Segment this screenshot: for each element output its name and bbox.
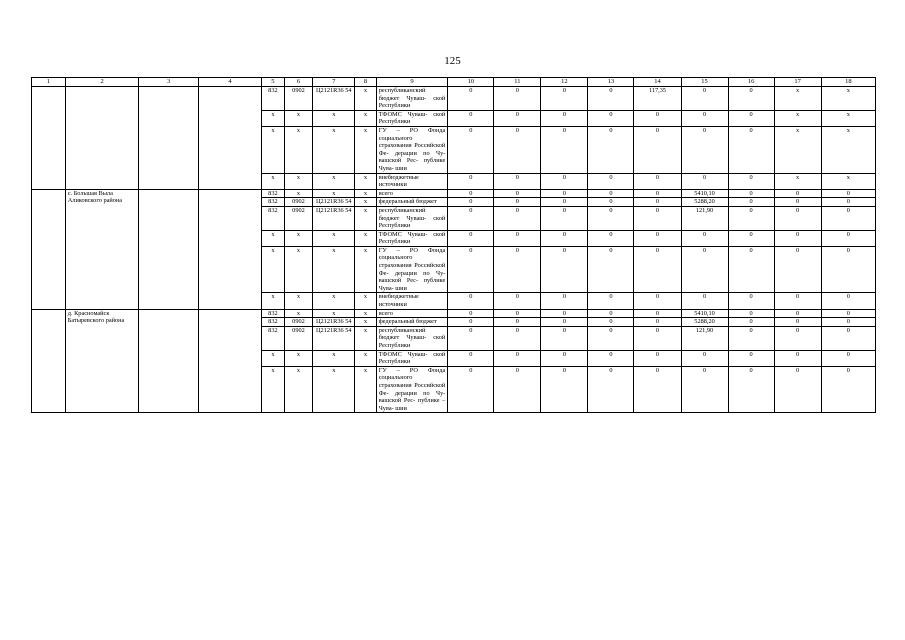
- cell-col-7: Ц2121R36 54: [313, 206, 355, 230]
- cell-col-16: 0: [728, 206, 774, 230]
- cell-col-12: 0: [541, 350, 588, 366]
- cell-col-17: 0: [774, 230, 821, 246]
- cell-col-13: 0: [588, 126, 634, 173]
- cell-col-17: 0: [774, 326, 821, 350]
- cell-col-6: x: [284, 126, 313, 173]
- cell-col-13: 0: [588, 246, 634, 293]
- cell-col-10: 0: [448, 230, 494, 246]
- cell-col-16: 0: [728, 110, 774, 126]
- cell-col-15: 0: [681, 126, 728, 173]
- cell-col-3: [139, 189, 198, 309]
- cell-col-13: 0: [588, 110, 634, 126]
- cell-col-8: x: [355, 173, 376, 189]
- funding-source: всего: [376, 189, 448, 198]
- cell-col-17: 0: [774, 318, 821, 327]
- cell-col-14: 0: [634, 189, 681, 198]
- cell-col-6: x: [284, 293, 313, 309]
- cell-col-17: 0: [774, 309, 821, 318]
- cell-col-11: 0: [494, 318, 541, 327]
- cell-col-6: x: [284, 350, 313, 366]
- column-header-2: 2: [65, 78, 139, 87]
- budget-table: [31, 77, 876, 413]
- cell-col-12: 0: [541, 189, 588, 198]
- cell-col-8: x: [355, 309, 376, 318]
- cell-col-14: 117,35: [634, 87, 681, 111]
- cell-col-15: 0: [681, 350, 728, 366]
- column-number-row: [32, 78, 876, 87]
- cell-col-1: [32, 87, 66, 190]
- settlement-name: с. Большая Выла Аликовского района: [65, 189, 139, 309]
- cell-col-5: x: [262, 350, 285, 366]
- cell-col-4: [198, 87, 261, 190]
- cell-col-13: 0: [588, 309, 634, 318]
- cell-col-8: x: [355, 246, 376, 293]
- cell-col-15: 5288,20: [681, 318, 728, 327]
- cell-col-12: 0: [541, 110, 588, 126]
- cell-col-16: 0: [728, 326, 774, 350]
- cell-col-11: 0: [494, 189, 541, 198]
- funding-source: внебюджетные источники: [376, 293, 448, 309]
- funding-source: федеральный бюджет: [376, 318, 448, 327]
- column-header-9: 9: [376, 78, 448, 87]
- cell-col-6: 0902: [284, 318, 313, 327]
- cell-col-11: 0: [494, 366, 541, 413]
- funding-source: всего: [376, 309, 448, 318]
- column-header-14: 14: [634, 78, 681, 87]
- cell-col-6: x: [284, 309, 313, 318]
- cell-col-18: 0: [821, 198, 875, 207]
- cell-col-3: [139, 87, 198, 190]
- funding-source: федеральный бюджет: [376, 198, 448, 207]
- cell-col-16: 0: [728, 189, 774, 198]
- cell-col-7: x: [313, 126, 355, 173]
- cell-col-11: 0: [494, 350, 541, 366]
- funding-source: республиканский бюджет Чуваш- ской Республики: [376, 326, 448, 350]
- cell-col-18: 0: [821, 246, 875, 293]
- column-header-15: 15: [681, 78, 728, 87]
- cell-col-5: 832: [262, 309, 285, 318]
- table-row: [32, 189, 876, 198]
- funding-source: республиканский бюджет Чуваш- ской Республики: [376, 206, 448, 230]
- cell-col-4: [198, 309, 261, 413]
- cell-col-11: 0: [494, 110, 541, 126]
- funding-source: внебюджетные источники: [376, 173, 448, 189]
- cell-col-13: 0: [588, 318, 634, 327]
- cell-col-5: x: [262, 126, 285, 173]
- cell-col-6: x: [284, 110, 313, 126]
- funding-source: ТФОМС Чуваш- ской Республики: [376, 110, 448, 126]
- cell-col-11: 0: [494, 198, 541, 207]
- cell-col-11: 0: [494, 206, 541, 230]
- cell-col-6: x: [284, 189, 313, 198]
- cell-col-18: 0: [821, 189, 875, 198]
- column-header-11: 11: [494, 78, 541, 87]
- cell-col-13: 0: [588, 173, 634, 189]
- cell-col-17: 0: [774, 198, 821, 207]
- cell-col-15: 121,90: [681, 326, 728, 350]
- cell-col-18: 0: [821, 318, 875, 327]
- cell-col-8: x: [355, 189, 376, 198]
- cell-col-10: 0: [448, 309, 494, 318]
- cell-col-5: x: [262, 366, 285, 413]
- cell-col-12: 0: [541, 206, 588, 230]
- cell-col-12: 0: [541, 326, 588, 350]
- funding-source: ГУ – РО Фонда социального страхования Российской Фе- дерации по Чу- вашской Рес- публике Чува- шии: [376, 246, 448, 293]
- cell-col-17: 0: [774, 293, 821, 309]
- cell-col-8: x: [355, 366, 376, 413]
- cell-col-8: x: [355, 293, 376, 309]
- cell-col-8: x: [355, 126, 376, 173]
- cell-col-8: x: [355, 230, 376, 246]
- cell-col-18: 0: [821, 366, 875, 413]
- cell-col-6: x: [284, 246, 313, 293]
- cell-col-14: 0: [634, 110, 681, 126]
- cell-col-14: 0: [634, 293, 681, 309]
- cell-col-6: 0902: [284, 87, 313, 111]
- cell-col-11: 0: [494, 309, 541, 318]
- cell-col-7: x: [313, 350, 355, 366]
- cell-col-7: x: [313, 110, 355, 126]
- cell-col-10: 0: [448, 198, 494, 207]
- column-header-16: 16: [728, 78, 774, 87]
- cell-col-7: Ц2121R36 54: [313, 326, 355, 350]
- cell-col-8: x: [355, 326, 376, 350]
- cell-col-16: 0: [728, 309, 774, 318]
- cell-col-15: 0: [681, 293, 728, 309]
- cell-col-7: x: [313, 173, 355, 189]
- cell-col-16: 0: [728, 293, 774, 309]
- cell-col-15: 5410,10: [681, 189, 728, 198]
- cell-col-12: 0: [541, 173, 588, 189]
- cell-col-7: x: [313, 189, 355, 198]
- cell-col-17: x: [774, 173, 821, 189]
- cell-col-17: 0: [774, 350, 821, 366]
- cell-col-13: 0: [588, 198, 634, 207]
- cell-col-5: 832: [262, 87, 285, 111]
- cell-col-10: 0: [448, 326, 494, 350]
- cell-col-16: 0: [728, 87, 774, 111]
- column-header-13: 13: [588, 78, 634, 87]
- cell-col-10: 0: [448, 87, 494, 111]
- cell-col-14: 0: [634, 173, 681, 189]
- cell-col-18: x: [821, 110, 875, 126]
- cell-col-18: x: [821, 126, 875, 173]
- cell-col-8: x: [355, 110, 376, 126]
- cell-col-14: 0: [634, 126, 681, 173]
- cell-col-6: 0902: [284, 326, 313, 350]
- cell-col-15: 0: [681, 230, 728, 246]
- cell-col-10: 0: [448, 126, 494, 173]
- cell-col-13: 0: [588, 293, 634, 309]
- cell-col-10: 0: [448, 350, 494, 366]
- cell-col-6: 0902: [284, 198, 313, 207]
- cell-col-13: 0: [588, 230, 634, 246]
- column-header-3: 3: [139, 78, 198, 87]
- cell-col-7: x: [313, 309, 355, 318]
- cell-col-13: 0: [588, 206, 634, 230]
- cell-col-5: 832: [262, 206, 285, 230]
- cell-col-18: 0: [821, 293, 875, 309]
- cell-col-6: x: [284, 173, 313, 189]
- cell-col-5: x: [262, 246, 285, 293]
- cell-col-10: 0: [448, 318, 494, 327]
- cell-col-17: 0: [774, 246, 821, 293]
- cell-col-10: 0: [448, 293, 494, 309]
- cell-col-10: 0: [448, 110, 494, 126]
- cell-col-11: 0: [494, 126, 541, 173]
- cell-col-16: 0: [728, 198, 774, 207]
- cell-col-17: 0: [774, 206, 821, 230]
- cell-col-5: 832: [262, 318, 285, 327]
- cell-col-18: 0: [821, 350, 875, 366]
- cell-col-7: x: [313, 366, 355, 413]
- cell-col-15: 121,90: [681, 206, 728, 230]
- cell-col-14: 0: [634, 309, 681, 318]
- cell-col-18: 0: [821, 309, 875, 318]
- cell-col-10: 0: [448, 366, 494, 413]
- cell-col-13: 0: [588, 189, 634, 198]
- column-header-1: 1: [32, 78, 66, 87]
- cell-col-10: 0: [448, 246, 494, 293]
- column-header-18: 18: [821, 78, 875, 87]
- cell-col-15: 0: [681, 87, 728, 111]
- cell-col-15: 5410,10: [681, 309, 728, 318]
- cell-col-12: 0: [541, 87, 588, 111]
- cell-col-15: 0: [681, 110, 728, 126]
- cell-col-5: x: [262, 110, 285, 126]
- cell-col-12: 0: [541, 366, 588, 413]
- cell-col-14: 0: [634, 246, 681, 293]
- cell-col-13: 0: [588, 326, 634, 350]
- cell-col-11: 0: [494, 87, 541, 111]
- cell-col-16: 0: [728, 173, 774, 189]
- cell-col-12: 0: [541, 230, 588, 246]
- cell-col-5: x: [262, 173, 285, 189]
- cell-col-8: x: [355, 206, 376, 230]
- funding-source: ГУ – РО Фонда социального страхования Российской Фе- дерации по Чу- вашской Рес- публике Чува- шии: [376, 126, 448, 173]
- cell-col-8: x: [355, 198, 376, 207]
- column-header-8: 8: [355, 78, 376, 87]
- column-header-6: 6: [284, 78, 313, 87]
- cell-col-11: 0: [494, 293, 541, 309]
- cell-col-7: x: [313, 293, 355, 309]
- cell-col-15: 0: [681, 366, 728, 413]
- page-number: 125: [444, 55, 461, 67]
- cell-col-7: Ц2121R36 54: [313, 198, 355, 207]
- cell-col-6: 0902: [284, 206, 313, 230]
- cell-col-15: 5288,20: [681, 198, 728, 207]
- cell-col-14: 0: [634, 318, 681, 327]
- cell-col-14: 0: [634, 350, 681, 366]
- cell-col-5: x: [262, 230, 285, 246]
- cell-col-13: 0: [588, 350, 634, 366]
- cell-col-7: Ц2121R36 54: [313, 87, 355, 111]
- cell-col-7: x: [313, 230, 355, 246]
- cell-col-8: x: [355, 318, 376, 327]
- cell-col-5: 832: [262, 189, 285, 198]
- cell-col-18: 0: [821, 326, 875, 350]
- cell-col-11: 0: [494, 173, 541, 189]
- cell-col-17: 0: [774, 366, 821, 413]
- cell-col-11: 0: [494, 246, 541, 293]
- cell-col-7: x: [313, 246, 355, 293]
- cell-col-1: [32, 309, 66, 413]
- cell-col-17: x: [774, 110, 821, 126]
- settlement-name: д. Красномайск Батыревского района: [65, 309, 139, 413]
- cell-col-12: 0: [541, 293, 588, 309]
- cell-col-8: x: [355, 87, 376, 111]
- cell-col-16: 0: [728, 350, 774, 366]
- cell-col-10: 0: [448, 189, 494, 198]
- cell-col-18: 0: [821, 230, 875, 246]
- cell-col-16: 0: [728, 246, 774, 293]
- funding-source: ТФОМС Чуваш- ской Республики: [376, 350, 448, 366]
- cell-col-11: 0: [494, 230, 541, 246]
- funding-source: ТФОМС Чуваш- ской Республики: [376, 230, 448, 246]
- column-header-4: 4: [198, 78, 261, 87]
- cell-col-14: 0: [634, 366, 681, 413]
- cell-col-10: 0: [448, 173, 494, 189]
- cell-col-17: 0: [774, 189, 821, 198]
- cell-col-8: x: [355, 350, 376, 366]
- table-row: [32, 87, 876, 111]
- cell-col-18: x: [821, 173, 875, 189]
- cell-col-13: 0: [588, 87, 634, 111]
- table-row: [32, 309, 876, 318]
- funding-source: республиканский бюджет Чуваш- ской Республики: [376, 87, 448, 111]
- settlement-name: [65, 87, 139, 190]
- column-header-5: 5: [262, 78, 285, 87]
- column-header-10: 10: [448, 78, 494, 87]
- cell-col-16: 0: [728, 230, 774, 246]
- funding-source: ГУ – РО Фонда социального страхования Российской Фе- дерации по Чу- вашской Рес- публике – Чува- шии: [376, 366, 448, 413]
- cell-col-18: x: [821, 87, 875, 111]
- cell-col-12: 0: [541, 309, 588, 318]
- cell-col-5: 832: [262, 326, 285, 350]
- cell-col-10: 0: [448, 206, 494, 230]
- cell-col-12: 0: [541, 126, 588, 173]
- cell-col-1: [32, 189, 66, 309]
- cell-col-6: x: [284, 230, 313, 246]
- cell-col-16: 0: [728, 318, 774, 327]
- cell-col-17: x: [774, 87, 821, 111]
- cell-col-14: 0: [634, 230, 681, 246]
- cell-col-16: 0: [728, 366, 774, 413]
- cell-col-17: x: [774, 126, 821, 173]
- column-header-7: 7: [313, 78, 355, 87]
- cell-col-11: 0: [494, 326, 541, 350]
- cell-col-12: 0: [541, 318, 588, 327]
- cell-col-12: 0: [541, 198, 588, 207]
- cell-col-3: [139, 309, 198, 413]
- column-header-12: 12: [541, 78, 588, 87]
- cell-col-7: Ц2121R36 54: [313, 318, 355, 327]
- cell-col-14: 0: [634, 198, 681, 207]
- cell-col-5: x: [262, 293, 285, 309]
- cell-col-6: x: [284, 366, 313, 413]
- column-header-17: 17: [774, 78, 821, 87]
- cell-col-4: [198, 189, 261, 309]
- cell-col-16: 0: [728, 126, 774, 173]
- cell-col-14: 0: [634, 326, 681, 350]
- cell-col-18: 0: [821, 206, 875, 230]
- cell-col-12: 0: [541, 246, 588, 293]
- cell-col-15: 0: [681, 246, 728, 293]
- cell-col-14: 0: [634, 206, 681, 230]
- cell-col-15: 0: [681, 173, 728, 189]
- cell-col-5: 832: [262, 198, 285, 207]
- cell-col-13: 0: [588, 366, 634, 413]
